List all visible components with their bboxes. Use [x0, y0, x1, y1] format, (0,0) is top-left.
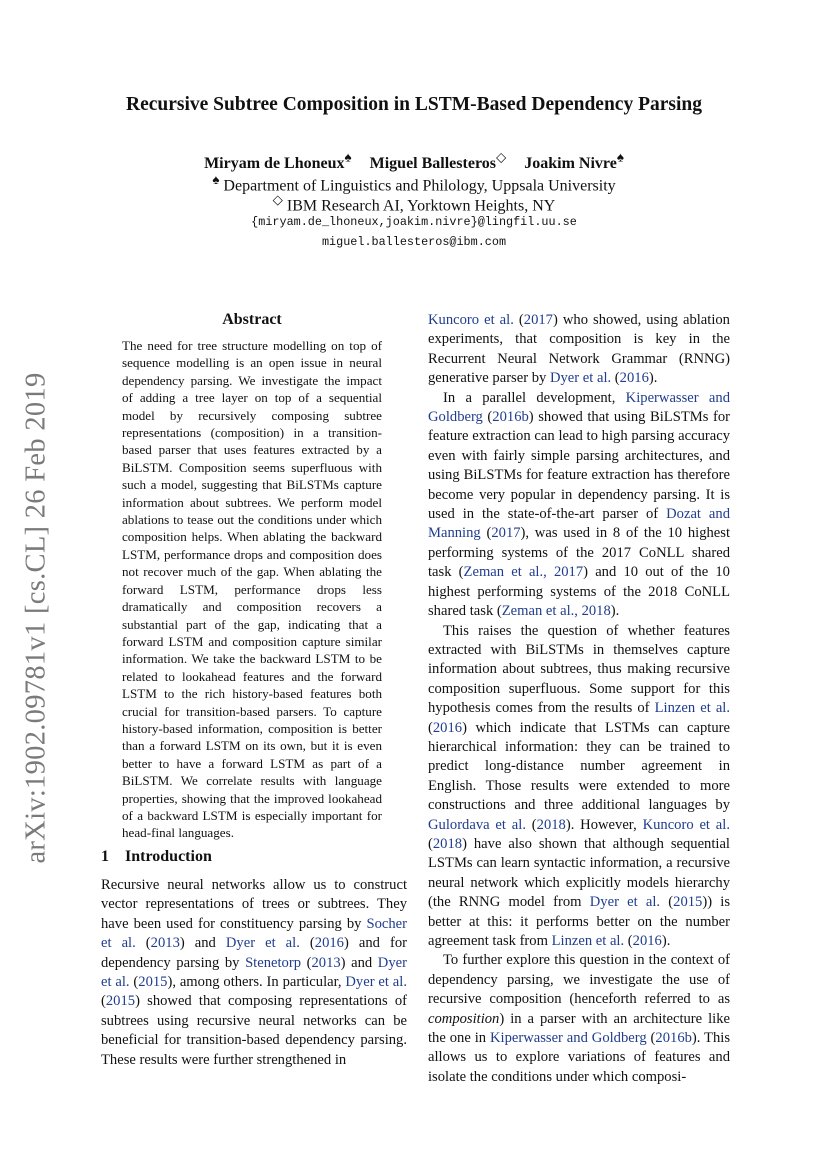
author-name: Miryam de Lhoneux [204, 155, 345, 173]
author-3 [524, 150, 624, 173]
left-column-body [101, 876, 407, 1070]
affiliation-mark: ◇ [495, 150, 507, 165]
body-text: ( [611, 370, 620, 387]
citation-link[interactable]: 2013 [311, 954, 341, 971]
citation-link[interactable]: Linzen et al. [551, 933, 625, 949]
body-text: ), among others. In particular, [167, 974, 346, 991]
citation-link[interactable]: Kuncoro et al. [642, 816, 730, 833]
author-name: Miguel Ballesteros [369, 155, 496, 173]
paragraph-question [428, 622, 730, 952]
body-text: ( [660, 894, 674, 911]
citation-link[interactable]: Linzen et al. [654, 700, 731, 717]
citation-link[interactable]: 2018 [432, 835, 463, 852]
paragraph-composition [428, 951, 730, 1087]
body-text: ) have also shown that although sequential LSTMs can learn syntactic information, a recursive neural network which explicitly models hierarchy (the RNNG model from [428, 835, 730, 911]
paper-title: Recursive Subtree Composition in LSTM-Based Dependency Parsing [126, 94, 702, 115]
abstract-text: The need for tree structure modelling on top of sequence modelling is an open issue in neural dependency parsing. We investigate the impact of adding a tree layer on top of a sequential model by recursively composing subtree representations (composition) in a transition-based parser that uses features extracted by a BiLSTM. Composition seems superfluous with such a model, suggesting that BiLSTMs capture information about subtrees. We perform model ablations to tease out the conditions under which composition helps. When ablating the backward LSTM, performance drops and composition does not recover much of the gap. When ablating the forward LSTM, performance drops less dramatically and composition recovers a substantial part of the gap, indicating that a forward LSTM and composition capture similar information. We take the backward LSTM to be related to lookahead features and the forward LSTM to the rich history-based features both crucial for transition-based parsers. To capture history-based information, composition is better than a forward LSTM on its own, but it is even better to have a forward LSTM as part of a BiLSTM. We correlate results with language properties, showing that the improved lookahead of a backward LSTM is especially important for head-final languages. [122, 338, 382, 841]
affiliation-mark: ♠ [616, 150, 624, 165]
body-text: ( [299, 935, 315, 952]
section-heading-introduction [101, 848, 407, 866]
citation-link[interactable]: 2015 [105, 993, 136, 1010]
citation-link[interactable]: 2015 [673, 894, 703, 911]
citation-link[interactable]: 2013 [150, 935, 180, 952]
citation-link[interactable]: Stenetorp [245, 954, 301, 971]
body-text: ) and [340, 954, 378, 971]
affiliation-text: Department of Linguistics and Philology, Uppsala University [223, 177, 616, 195]
body-text: ) and for dependency parsing by [101, 935, 408, 971]
body-text: This raises the question of whether features extracted with BiLSTMs in themselves capture information about subtrees, thus making recursive composition superfluous. Some support for this hypothesis comes from the results of [428, 622, 730, 717]
author-list [60, 150, 768, 173]
citation-link[interactable]: 2016b [655, 1030, 692, 1047]
citation-link[interactable]: Dyer et al. [589, 894, 661, 911]
citation-link[interactable]: 2015 [138, 974, 168, 991]
citation-link[interactable]: 2016 [314, 935, 344, 952]
section-number: 1 [101, 848, 109, 865]
affiliation-ibm [60, 192, 768, 215]
citation-link[interactable]: 2016 [619, 370, 649, 387]
body-text: ( [101, 993, 106, 1010]
body-text: ) which indicate that LSTMs can capture hierarchical information: they can be trained to predict long-distance number agreement in English. Those results were extended to more constructions and three additional languages by [428, 719, 730, 814]
body-text: ( [480, 525, 492, 542]
author-2 [369, 150, 507, 173]
citation-link[interactable]: Dyer et al. [101, 954, 407, 991]
body-text: ), was used in 8 of the 10 highest performing systems of the 2017 CoNLL shared task ( [428, 525, 731, 581]
citation-link[interactable]: 2018 [536, 816, 566, 833]
body-text: ). [648, 370, 658, 387]
arxiv-identifier-text: arXiv:1902.09781v1 [cs.CL] 26 Feb 2019 [21, 372, 53, 864]
body-text: ( [301, 954, 312, 971]
citation-link[interactable]: Dozat and Manning [428, 506, 730, 542]
citation-link[interactable]: Kiperwasser and Goldberg [428, 389, 730, 426]
citation-link[interactable]: 2017 [491, 525, 521, 542]
body-text: ) and 10 out of the 10 highest performing systems of the 2018 CoNLL shared task ( [428, 564, 730, 620]
citation-link[interactable]: Dyer et al. [225, 935, 300, 952]
body-text: ). However, [565, 816, 643, 833]
citation-link[interactable]: Zeman et al., 2017 [463, 564, 584, 581]
body-text: ) who showed, using ablation experiments, that composition is key in the Recurrent Neural Network Grammar (RNNG) generative parser by [428, 312, 730, 387]
citation-link[interactable]: Kuncoro et al. [428, 312, 514, 328]
abstract-heading: Abstract [222, 311, 282, 328]
body-text: To further explore this question in the context of dependency parsing, we investigate the use of recursive composition (henceforth referred to as [428, 952, 730, 1008]
citation-link[interactable]: 2016 [632, 933, 662, 949]
affiliation-mark: ♠ [212, 172, 220, 187]
citation-link[interactable]: Kiperwasser and Goldberg [489, 1030, 647, 1047]
email-uppsala[interactable]: {miryam.de_lhoneux,joakim.nivre}@lingfil.uu.se [251, 215, 577, 229]
body-text: ( [482, 409, 493, 426]
body-text: ( [135, 935, 151, 952]
body-text: Recursive neural networks allow us to construct vector representations of trees or subtrees. They have been used for constituency parsing by [101, 877, 407, 932]
paragraph-continued [428, 311, 730, 389]
citation-link[interactable]: Dyer et al. [549, 370, 612, 387]
body-text: ( [428, 835, 433, 852]
arxiv-identifier [14, 368, 60, 868]
body-text: )) is better at this: it performs better on the number agreement task from [428, 894, 730, 949]
citation-link[interactable]: Zeman et al., 2018 [501, 603, 611, 620]
body-text: ) in a parser with an architecture like the one in [428, 1010, 730, 1047]
body-text: ). [610, 603, 620, 620]
author-1 [204, 150, 352, 173]
body-text: ). This allows us to explore variations of features and isolate the conditions under which composi- [428, 1030, 730, 1085]
section-title: Introduction [125, 848, 212, 865]
email-ibm[interactable]: miguel.ballesteros@ibm.com [321, 235, 507, 249]
affiliation-mark: ♠ [344, 150, 352, 165]
citation-link[interactable]: 2017 [523, 312, 553, 328]
body-text: ( [513, 312, 524, 328]
body-text: ( [624, 933, 633, 949]
citation-link[interactable]: 2016b [492, 409, 529, 426]
paragraph-bilstm [428, 389, 730, 622]
emphasized-term: composition [428, 1010, 500, 1027]
body-text: ( [646, 1030, 656, 1047]
affiliation-mark: ◇ [272, 192, 283, 207]
author-name: Joakim Nivre [524, 155, 617, 173]
body-text: ). [661, 933, 671, 949]
body-text: In a parallel development, [443, 389, 626, 406]
citation-link[interactable]: Dyer et al. [345, 974, 407, 991]
body-text: ( [428, 719, 433, 736]
right-column-body [428, 311, 730, 1087]
body-text: ( [129, 974, 139, 991]
citation-link[interactable]: Gulordava et al. [428, 816, 526, 833]
citation-link[interactable]: 2016 [432, 719, 463, 736]
body-text: ( [525, 816, 537, 833]
citation-link[interactable]: Socher et al. [101, 915, 407, 952]
affiliation-text: IBM Research AI, Yorktown Heights, NY [286, 197, 556, 215]
body-text: ) showed that using BiLSTMs for feature extraction can lead to high parsing accuracy even with fairly simple parsing architectures, and using BiLSTMs for feature extraction has therefore become very popular in dependency parsing. It is used in the state-of-the-art parser of [428, 409, 730, 523]
body-text: ) showed that composing representations of subtrees using recursive neural networks can be beneficial for transition-based dependency parsing. These results were further strengthened in [101, 993, 407, 1068]
body-text: ) and [179, 935, 226, 952]
intro-paragraph-1 [101, 876, 407, 1070]
